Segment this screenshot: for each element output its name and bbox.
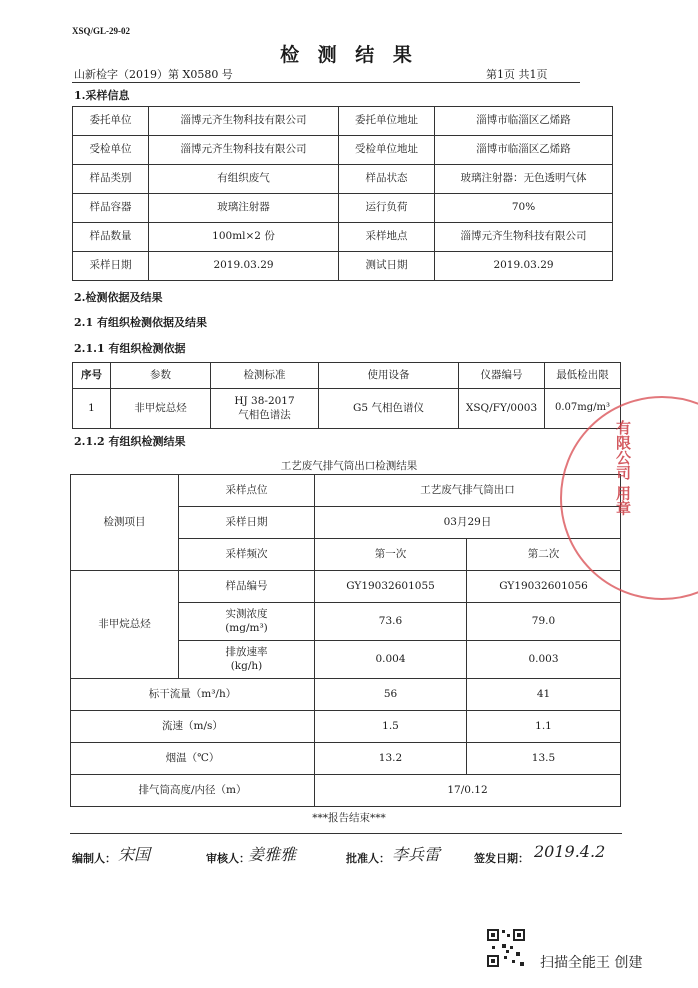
basis-header-no: 序号: [73, 363, 111, 389]
sampling-info-label: 运行负荷: [339, 194, 435, 223]
sampling-info-label: 样品类别: [73, 165, 149, 194]
section-1-heading: 1.采样信息: [74, 89, 130, 102]
sample-no-label: 样品编号: [179, 571, 315, 603]
sampling-info-label: 委托单位地址: [339, 107, 435, 136]
section-2-1-2-heading: 2.1.2 有组织检测结果: [74, 435, 186, 448]
sampling-info-value: 淄博元齐生物科技有限公司: [149, 136, 339, 165]
basis-header-limit: 最低检出限: [545, 363, 621, 389]
section-2-1-heading: 2.1 有组织检测依据及结果: [74, 316, 207, 329]
basis-standard: [211, 389, 319, 429]
stack-value: 17/0.12: [315, 775, 621, 807]
sampling-info-label: 受检单位地址: [339, 136, 435, 165]
velocity-1: 1.5: [315, 711, 467, 743]
velocity-2: 1.1: [467, 711, 621, 743]
date-value: 03月29日: [315, 507, 621, 539]
sampling-info-value: 玻璃注射器：无色透明气体: [435, 165, 613, 194]
page-info: 第1页 共1页: [486, 68, 548, 81]
stamp-text: 有限公司 用章: [614, 420, 632, 516]
report-number: 山新检字（2019）第 X0580 号: [74, 68, 233, 81]
report-end-mark: ***报告结束***: [312, 812, 386, 824]
sampling-info-label: 委托单位: [73, 107, 149, 136]
approved-label: 批准人：: [346, 852, 390, 865]
detection-basis-table: [72, 362, 621, 429]
issue-date-label: 签发日期：: [474, 852, 529, 865]
sampling-info-row: [73, 223, 613, 252]
signature-rule: [70, 833, 622, 834]
sample-no-1: GY19032601055: [315, 571, 467, 603]
conc-label: [179, 603, 315, 641]
sampling-info-row: [73, 194, 613, 223]
flow-2: 41: [467, 679, 621, 711]
conc-2: 79.0: [467, 603, 621, 641]
basis-header-standard: 检测标准: [211, 363, 319, 389]
basis-param: 非甲烷总烃: [111, 389, 211, 429]
sampling-info-row: [73, 107, 613, 136]
sampling-info-label: 样品容器: [73, 194, 149, 223]
approved-signature: 李兵雷: [392, 845, 441, 864]
velocity-label: 流速（m/s）: [71, 711, 315, 743]
sampling-info-label: 样品数量: [73, 223, 149, 252]
sampling-info-row: [73, 165, 613, 194]
conc-label-unit: (mg/m³): [225, 621, 268, 634]
sampling-info-label: 采样日期: [73, 252, 149, 281]
prepared-label: 编制人：: [72, 852, 116, 865]
sampling-info-value: 玻璃注射器: [149, 194, 339, 223]
results-caption: 工艺废气排气筒出口检测结果: [280, 460, 418, 472]
flow-1: 56: [315, 679, 467, 711]
rate-2: 0.003: [467, 641, 621, 679]
sampling-info-value: 淄博市临淄区乙烯路: [435, 136, 613, 165]
header-rule: [72, 82, 580, 83]
item-label: 检测项目: [71, 475, 179, 571]
conc-label-text: 实测浓度: [225, 608, 268, 621]
sampling-info-table: [72, 106, 613, 281]
issue-date: 2019.4.2: [534, 842, 606, 861]
basis-standard-method: 气相色谱法: [238, 408, 291, 421]
basis-instrument: XSQ/FY/0003: [459, 389, 545, 429]
rate-1: 0.004: [315, 641, 467, 679]
temp-2: 13.5: [467, 743, 621, 775]
qr-code-icon: [486, 928, 526, 968]
temp-1: 13.2: [315, 743, 467, 775]
section-2-1-1-heading: 2.1.1 有组织检测依据: [74, 342, 186, 355]
freq-second: 第二次: [467, 539, 621, 571]
reviewed-label: 审核人：: [206, 852, 250, 865]
freq-first: 第一次: [315, 539, 467, 571]
sampling-info-value: 2019.03.29: [435, 252, 613, 281]
rate-label-text: 排放速率: [225, 646, 268, 659]
scanner-watermark: 扫描全能王 创建: [540, 955, 643, 971]
temp-label: 烟温（℃）: [71, 743, 315, 775]
stack-label: 排气筒高度/内径（m）: [71, 775, 315, 807]
sampling-info-value: 有组织废气: [149, 165, 339, 194]
sampling-info-row: [73, 136, 613, 165]
flow-label: 标干流量（m³/h）: [71, 679, 315, 711]
sampling-info-value: 2019.03.29: [149, 252, 339, 281]
basis-equipment: G5 气相色谱仪: [319, 389, 459, 429]
basis-header-param: 参数: [111, 363, 211, 389]
sampling-info-label: 受检单位: [73, 136, 149, 165]
sampling-info-label: 采样地点: [339, 223, 435, 252]
param-label: 非甲烷总烃: [71, 571, 179, 679]
sampling-info-label: 样品状态: [339, 165, 435, 194]
freq-label: 采样频次: [179, 539, 315, 571]
sampling-info-label: 测试日期: [339, 252, 435, 281]
point-label: 采样点位: [179, 475, 315, 507]
rate-label-unit: (kg/h): [230, 659, 263, 672]
sampling-info-value: 100ml×2 份: [149, 223, 339, 252]
section-2-heading: 2.检测依据及结果: [74, 291, 163, 304]
basis-header-equipment: 使用设备: [319, 363, 459, 389]
basis-standard-code: HJ 38-2017: [234, 395, 295, 408]
reviewed-signature: 姜雅雅: [248, 845, 297, 864]
sampling-info-value: 淄博市临淄区乙烯路: [435, 107, 613, 136]
document-code: XSQ/GL-29-02: [72, 26, 131, 36]
basis-no: 1: [73, 389, 111, 429]
sampling-info-value: 淄博元齐生物科技有限公司: [149, 107, 339, 136]
sampling-info-row: [73, 252, 613, 281]
rate-label: [179, 641, 315, 679]
sample-no-2: GY19032601056: [467, 571, 621, 603]
basis-limit: 0.07mg/m³: [545, 389, 621, 429]
page-title: 检 测 结 果: [280, 44, 418, 66]
sampling-info-value: 淄博元齐生物科技有限公司: [435, 223, 613, 252]
results-table: [70, 474, 621, 807]
prepared-signature: 宋国: [118, 845, 151, 864]
conc-1: 73.6: [315, 603, 467, 641]
basis-header-instrument: 仪器编号: [459, 363, 545, 389]
sampling-info-value: 70%: [435, 194, 613, 223]
point-value: 工艺废气排气筒出口: [315, 475, 621, 507]
date-label: 采样日期: [179, 507, 315, 539]
